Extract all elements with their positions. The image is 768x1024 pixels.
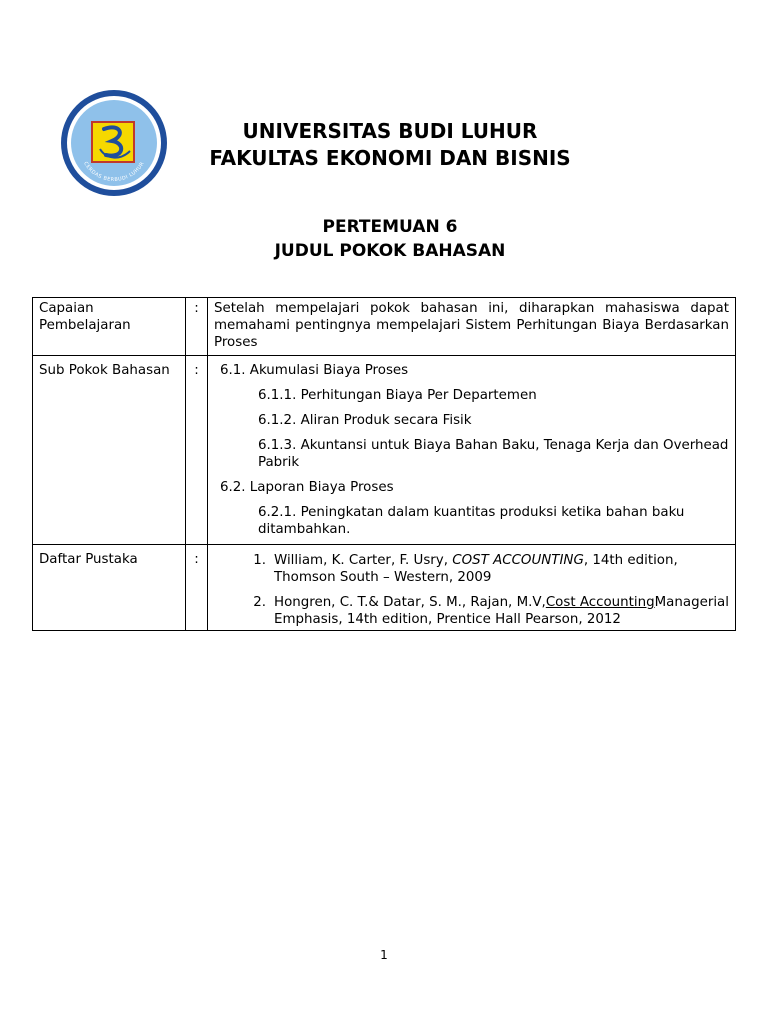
logo-motto: CERDAS BERBUDI LUHUR: [82, 160, 146, 184]
capaian-text: Setelah mempelajari pokok bahasan ini, diharapkan mahasiswa dapat memahami pentingnya mempelajari Sistem Perhitungan Biaya Berdasarkan Proses: [208, 298, 736, 356]
university-name: UNIVERSITAS BUDI LUHUR: [242, 119, 538, 143]
capaian-colon: :: [186, 298, 208, 356]
capaian-label: Capaian Pembelajaran: [33, 298, 186, 356]
pustaka-label: Daftar Pustaka: [33, 545, 186, 631]
meeting-title: PERTEMUAN 6: [322, 217, 458, 237]
sub-item: 6.1. Akumulasi Biaya Proses: [220, 363, 409, 378]
capaian-row: [33, 298, 736, 356]
course-info-table: [32, 297, 736, 631]
meeting-subtitle: JUDUL POKOK BAHASAN: [274, 241, 506, 261]
sub-pokok-label: Sub Pokok Bahasan: [33, 356, 186, 545]
sub-item: 6.1.2. Aliran Produk secara Fisik: [258, 413, 472, 428]
sub-pokok-row: [33, 356, 736, 545]
reference-item: 1. William, K. Carter, F. Usry, COST ACCOUNTING, 14th edition, Thomson South – Western, 2009: [253, 553, 678, 585]
sub-pokok-colon: :: [186, 356, 208, 545]
faculty-name: FAKULTAS EKONOMI DAN BISNIS: [209, 146, 571, 170]
page-number: 1: [380, 948, 388, 962]
sub-item: 6.1.3. Akuntansi untuk Biaya Bahan Baku, Tenaga Kerja dan Overhead Pabrik: [258, 438, 729, 470]
pustaka-row: [33, 545, 736, 631]
pustaka-colon: :: [186, 545, 208, 631]
sub-item: 6.1.1. Perhitungan Biaya Per Departemen: [258, 388, 537, 403]
sub-item: 6.2.1. Peningkatan dalam kuantitas produksi ketika bahan baku ditambahkan.: [258, 505, 685, 537]
sub-item: 6.2. Laporan Biaya Proses: [220, 480, 394, 495]
reference-item: 2. Hongren, C. T.& Datar, S. M., Rajan, M.V,Cost AccountingManagerial Emphasis, 14th edition, Prentice Hall Pearson, 2012: [253, 595, 729, 627]
university-logo: [60, 89, 168, 197]
